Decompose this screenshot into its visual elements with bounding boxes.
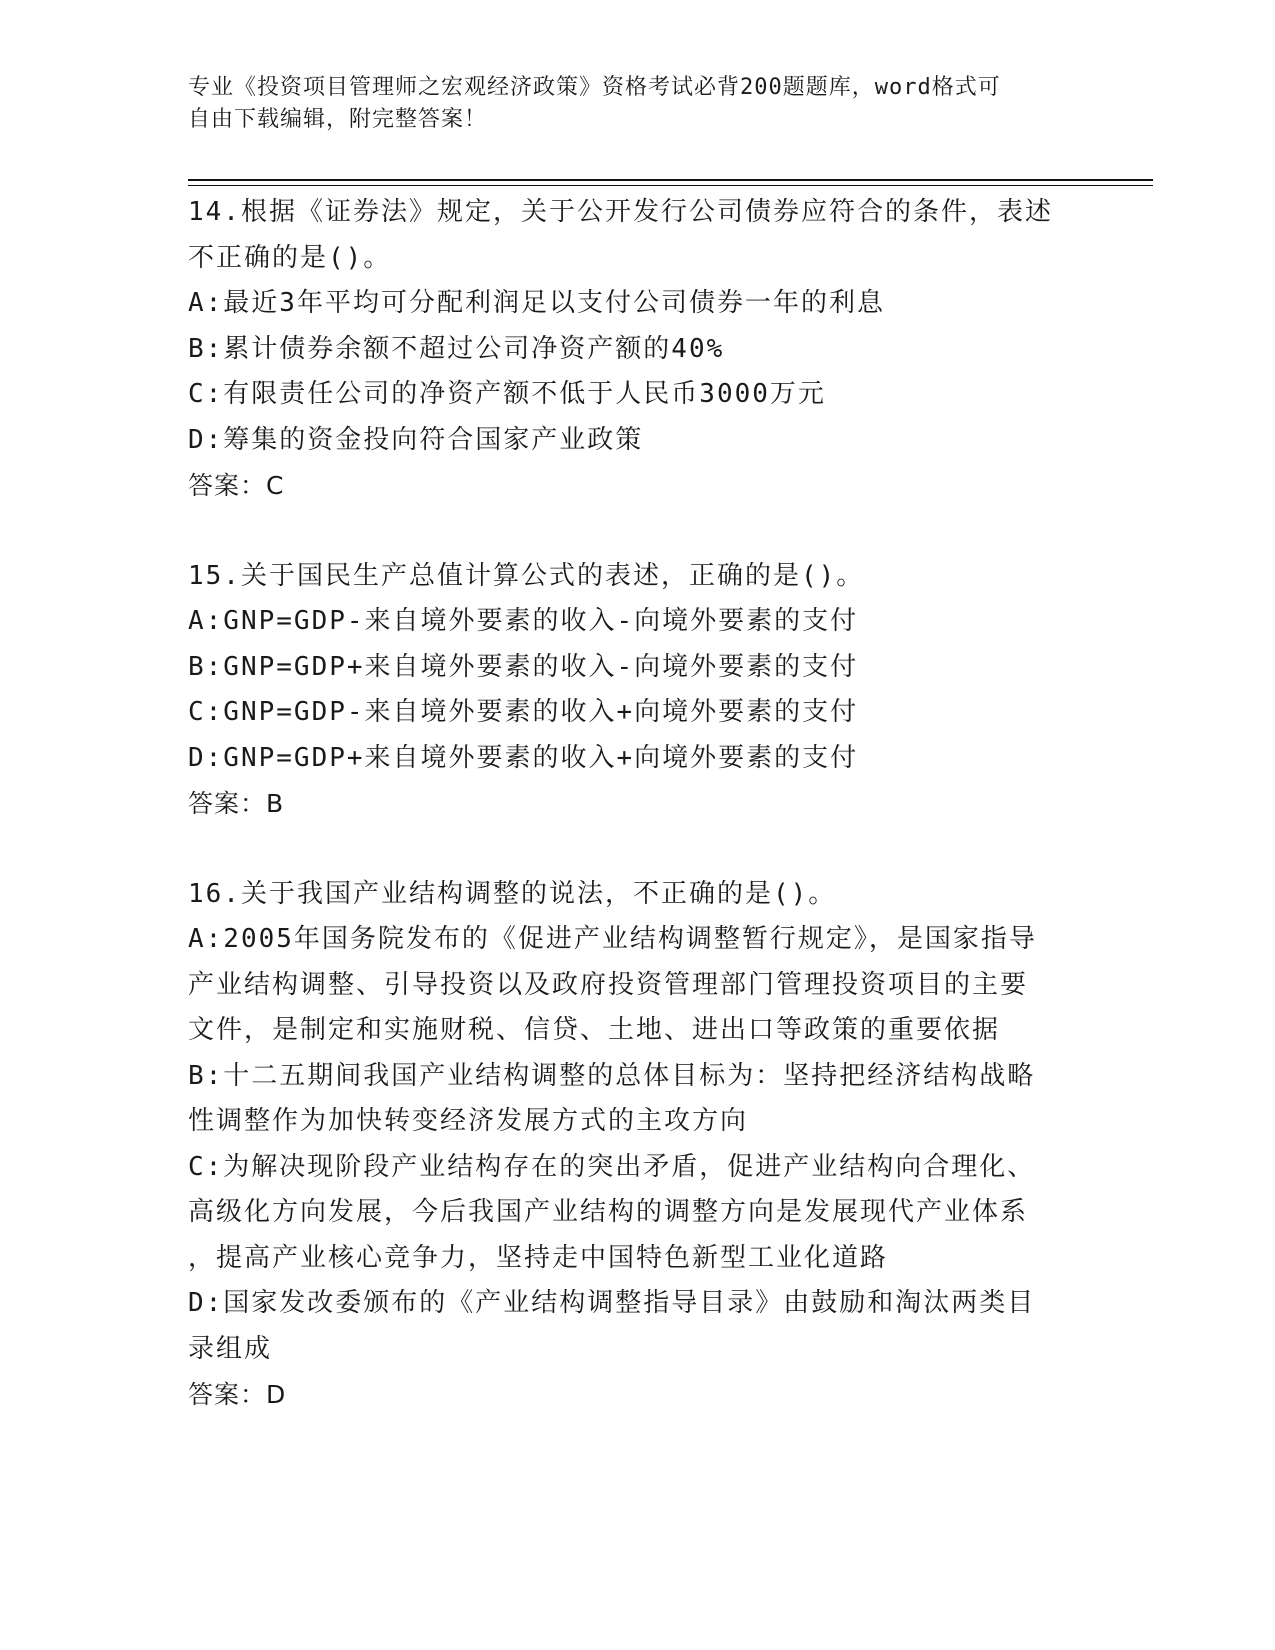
option-a: A:2005年国务院发布的《促进产业结构调整暂行规定》，是国家指导 (188, 924, 1037, 954)
spacer (188, 509, 1088, 554)
option-d: D:筹集的资金投向符合国家产业政策 (188, 424, 644, 455)
question-stem: 不正确的是()。 (188, 242, 392, 273)
question-15 (188, 554, 1088, 827)
answer: 答案：C (188, 471, 285, 500)
option-b-cont: 性调整作为加快转变经济发展方式的主攻方向 (188, 1106, 749, 1136)
option-d-cont: 录组成 (188, 1333, 273, 1364)
header-line-2: 自由下载编辑，附完整答案！ (188, 107, 488, 132)
option-c-cont: ，提高产业核心竞争力，坚持走中国特色新型工业化道路 (188, 1242, 889, 1273)
option-a-cont: 文件，是制定和实施财税、信贷、土地、进出口等政策的重要依据 (188, 1015, 1001, 1045)
option-c-cont: 高级化方向发展，今后我国产业结构的调整方向是发展现代产业体系 (188, 1197, 1029, 1227)
question-list (188, 190, 1088, 1418)
question-stem: 14.根据《证券法》规定，关于公开发行公司债券应符合的条件，表述 (188, 197, 1053, 227)
question-14 (188, 190, 1088, 509)
option-a-cont: 产业结构调整、引导投资以及政府投资管理部门管理投资项目的主要 (188, 969, 1029, 1000)
option-d: D:国家发改委颁布的《产业结构调整指导目录》由鼓励和淘汰两类目 (188, 1288, 1036, 1318)
option-a: A:最近3年平均可分配利润足以支付公司债券一年的利息 (188, 288, 885, 318)
option-b: B:GNP=GDP+来自境外要素的收入-向境外要素的支付 (188, 651, 859, 682)
answer: 答案：B (188, 789, 285, 818)
question-16 (188, 872, 1088, 1418)
header-line-1: 专业《投资项目管理师之宏观经济政策》资格考试必背200题题库，word格式可 (188, 75, 1001, 100)
option-c: C:GNP=GDP-来自境外要素的收入+向境外要素的支付 (188, 697, 859, 727)
spacer (188, 827, 1088, 872)
option-c: C:有限责任公司的净资产额不低于人民币3000万元 (188, 379, 826, 409)
option-b: B:累计债券余额不超过公司净资产额的40% (188, 333, 725, 364)
document-header (188, 72, 1068, 136)
option-d: D:GNP=GDP+来自境外要素的收入+向境外要素的支付 (188, 742, 859, 773)
option-b: B:十二五期间我国产业结构调整的总体目标为：坚持把经济结构战略 (188, 1060, 1036, 1091)
header-rule-thick (188, 179, 1153, 181)
question-stem: 15.关于国民生产总值计算公式的表述，正确的是()。 (188, 560, 865, 591)
question-stem: 16.关于我国产业结构调整的说法，不正确的是()。 (188, 878, 837, 909)
option-a: A:GNP=GDP-来自境外要素的收入-向境外要素的支付 (188, 606, 859, 636)
header-rule-thin (188, 185, 1153, 186)
option-c: C:为解决现阶段产业结构存在的突出矛盾，促进产业结构向合理化、 (188, 1151, 1036, 1182)
answer: 答案：D (188, 1380, 287, 1409)
